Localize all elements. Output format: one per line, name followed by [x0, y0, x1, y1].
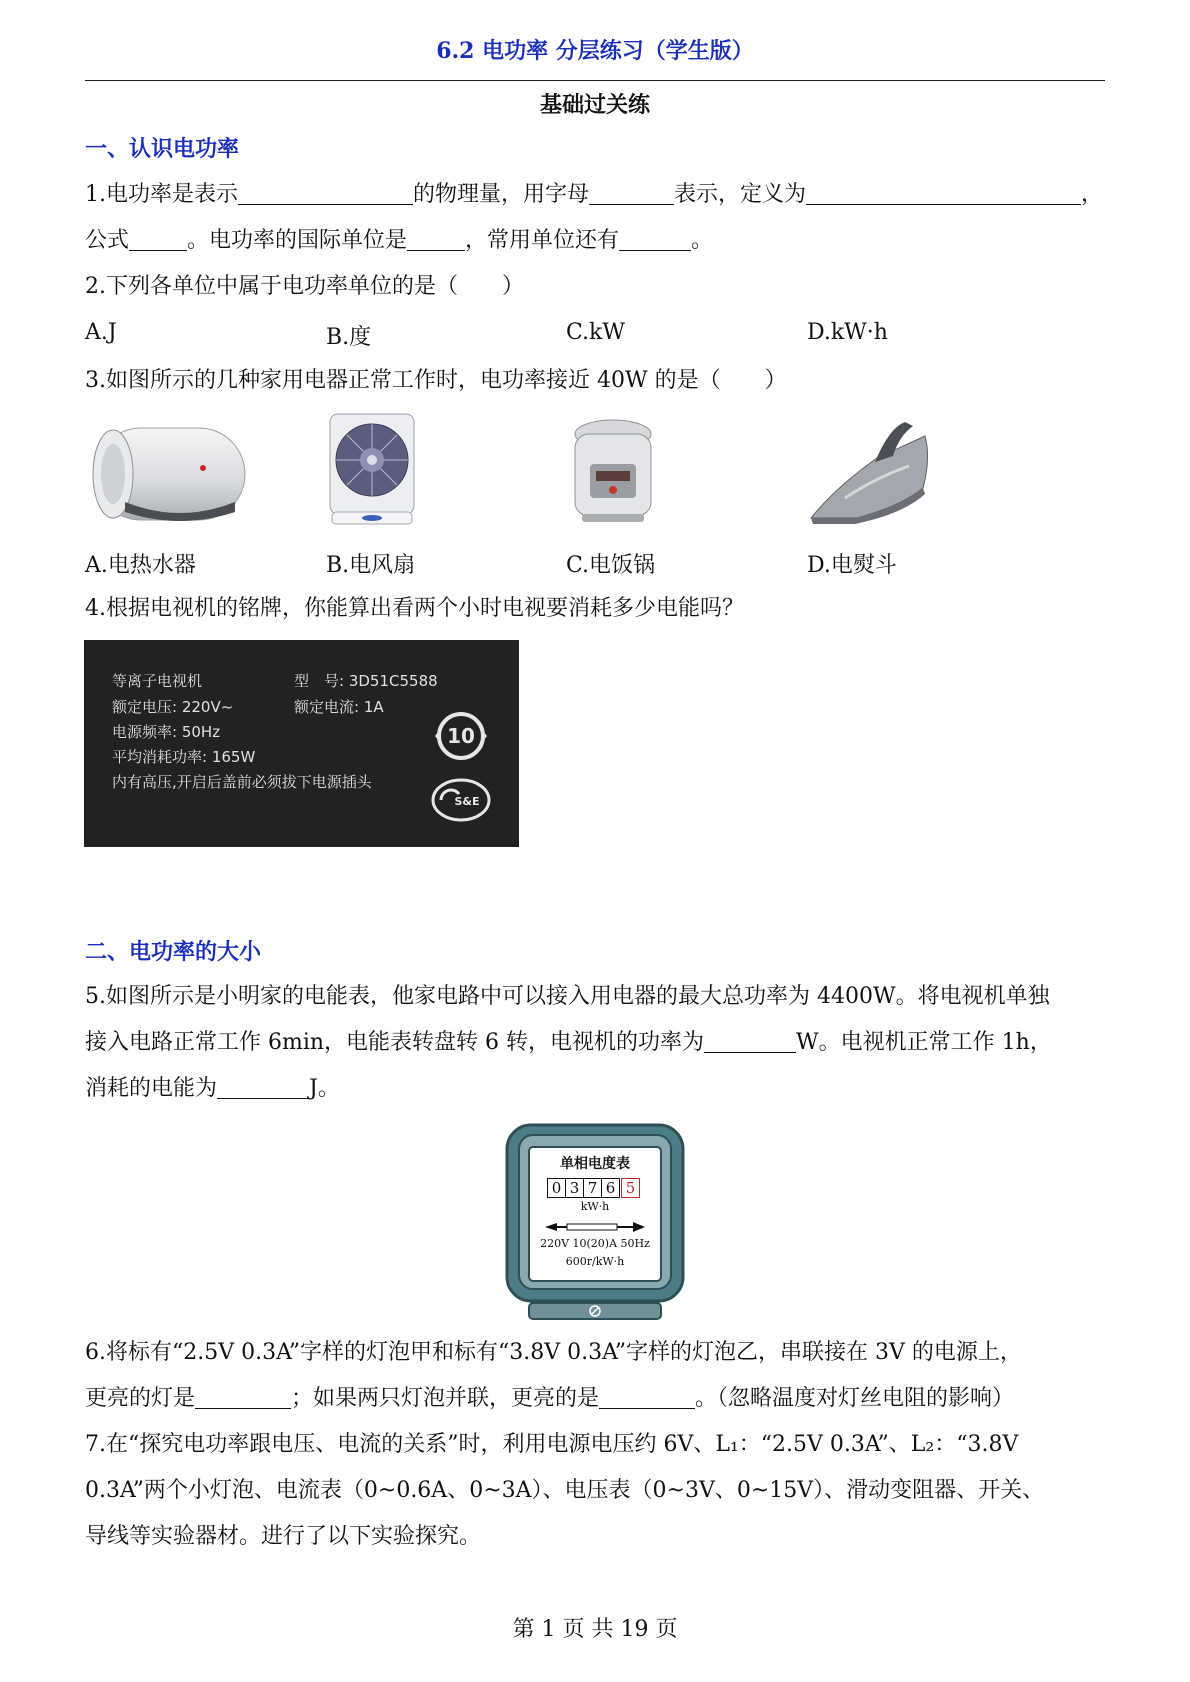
- question-6-line-2: 更亮的灯是 ；如果两只灯泡并联，更亮的是 。（忽略温度对灯丝电阻的影响）: [85, 1386, 1015, 1411]
- question-1-line-2: 公式 。电功率的国际单位是 ，常用单位还有 。: [85, 228, 714, 253]
- meter-digit: 7: [584, 1178, 602, 1198]
- nameplate-text: 额定电压: 220V~: [112, 698, 234, 716]
- meter-digits: [547, 1178, 640, 1198]
- question-7-line-1: 7.在“探究电功率跟电压、电流的关系”时，利用电源电压约 6V、L₁：“2.5V 0.3A”、L₂：“3.8V: [85, 1432, 1019, 1457]
- q3-option-a[interactable]: A.电热水器: [85, 553, 196, 578]
- svg-text:S&E: S&E: [454, 795, 480, 808]
- nameplate-text: 等离子电视机: [112, 672, 203, 690]
- tv-nameplate-image: [84, 640, 519, 847]
- answer-blank[interactable]: [195, 1386, 291, 1409]
- meter-spec-rating: 220V 10(20)A 50Hz: [540, 1237, 650, 1250]
- meter-title: 单相电度表: [560, 1156, 630, 1172]
- answer-blank[interactable]: [217, 1076, 309, 1099]
- question-3: 3.如图所示的几种家用电器正常工作时，电功率接近 40W 的是（ ）: [85, 368, 787, 393]
- nameplate-text: 额定电流: 1A: [294, 698, 384, 716]
- meter-unit: kW·h: [580, 1200, 610, 1213]
- answer-blank[interactable]: [599, 1386, 695, 1409]
- answer-blank[interactable]: [589, 182, 674, 205]
- nameplate-text: 平均消耗功率: 165W: [112, 748, 256, 766]
- answer-blank[interactable]: [704, 1030, 796, 1053]
- answer-blank[interactable]: [407, 228, 465, 251]
- answer-blank[interactable]: [619, 228, 691, 251]
- rice-cooker-image: [568, 416, 658, 528]
- electricity-meter-image: [505, 1123, 685, 1323]
- question-6-line-1: 6.将标有“2.5V 0.3A”字样的灯泡甲和标有“3.8V 0.3A”字样的灯泡乙，串联接在 3V 的电源上，: [85, 1340, 1022, 1365]
- section-heading-1: 一、认识电功率: [85, 136, 240, 162]
- answer-blank[interactable]: [806, 182, 1081, 205]
- question-7-line-2: 0.3A”两个小灯泡、电流表（0~0.6A、0~3A）、电压表（0~3V、0~15V）、滑动变阻器、开关、: [85, 1478, 1045, 1503]
- q2-option-d[interactable]: D.kW·h: [807, 320, 888, 345]
- svg-text:10: 10: [447, 724, 475, 748]
- q3-option-b[interactable]: B.电风扇: [326, 553, 416, 578]
- meter-digit: 6: [602, 1178, 620, 1198]
- meter-digit: 3: [566, 1178, 584, 1198]
- question-5-line-1: 5.如图所示是小明家的电能表，他家电路中可以接入用电器的最大总功率为 4400W。将电视机单独: [85, 984, 1050, 1009]
- nameplate-text: 电源频率: 50Hz: [112, 723, 221, 741]
- page-title: 6.2 电功率 分层练习（学生版）: [436, 38, 754, 64]
- meter-digit: 0: [547, 1178, 566, 1198]
- ccc-certification-icon: [429, 776, 493, 824]
- q3-option-c[interactable]: C.电饭锅: [566, 553, 656, 578]
- meter-digit-decimal: 5: [621, 1178, 640, 1198]
- question-4: 4.根据电视机的铭牌，你能算出看两个小时电视要消耗多少电能吗？: [85, 596, 744, 621]
- nameplate-text: 内有高压,开启后盖前必须拔下电源插头: [112, 773, 372, 791]
- q3-option-d[interactable]: D.电熨斗: [807, 553, 897, 578]
- water-heater-image: [85, 420, 255, 530]
- question-2: 2.下列各单位中属于电功率单位的是（ ）: [85, 274, 524, 299]
- page-number: 第 1 页 共 19 页: [512, 1617, 678, 1642]
- answer-blank[interactable]: [129, 228, 187, 251]
- q2-option-c[interactable]: C.kW: [566, 320, 625, 345]
- answer-blank[interactable]: [238, 182, 413, 205]
- q2-option-a[interactable]: A.J: [85, 320, 117, 345]
- electric-iron-image: [805, 418, 935, 528]
- nameplate-text: 型 号: 3D51C5588: [294, 672, 438, 690]
- question-1-line-1: 1.电功率是表示 的物理量，用字母 表示，定义为 ，: [85, 182, 1104, 207]
- question-5-line-3: 消耗的电能为 J。: [85, 1076, 340, 1101]
- meter-spec-constant: 600r/kW·h: [565, 1255, 625, 1268]
- page-subtitle: 基础过关练: [539, 92, 650, 118]
- header-divider: [85, 80, 1105, 81]
- eco-10-badge-icon: [429, 708, 493, 764]
- question-7-line-3: 导线等实验器材。进行了以下实验探究。: [85, 1524, 482, 1549]
- question-5-line-2: 接入电路正常工作 6min，电能表转盘转 6 转，电视机的功率为 W。电视机正常工作 1h，: [85, 1030, 1052, 1055]
- section-heading-2: 二、电功率的大小: [85, 939, 262, 965]
- q2-option-b[interactable]: B.度: [326, 325, 372, 350]
- electric-fan-image: [322, 410, 422, 530]
